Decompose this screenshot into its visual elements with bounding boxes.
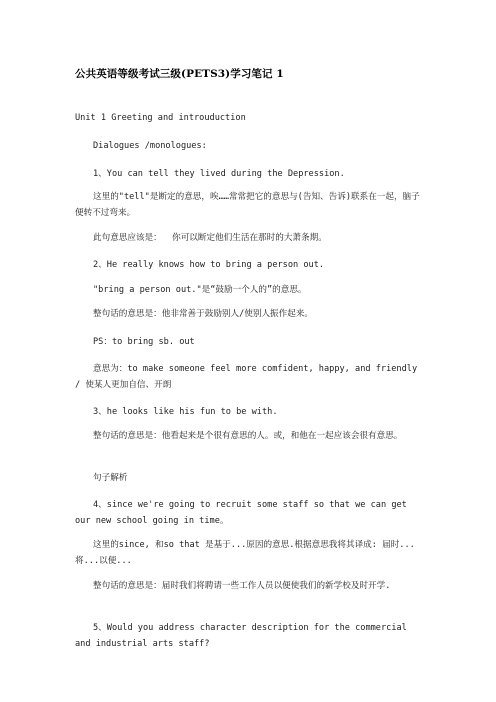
paragraph-sentence-meaning-2: 整句话的意思是：他非常善于鼓励别人/使别人振作起来。 — [93, 309, 314, 319]
paragraph-sentence-meaning-3: 整句话的意思是：他看起来是个很有意思的人。或，和他在一起应该会很有意思。 — [93, 431, 403, 441]
paragraph-sentence-meaning-1: 此句意思应该是： 你可以断定他们生活在那时的大萧条期。 — [93, 233, 327, 243]
paragraph-ps: PS：to bring sb. out — [93, 337, 195, 347]
paragraph-item-4: 4、since we're going to recruit some staff so that we can get our new school going in time。 — [75, 500, 413, 526]
paragraph-item-2: 2、He really knows how to bring a person out. — [93, 260, 325, 270]
document-title: 公共英语等级考试三级(PETS3)学习笔记 1 — [75, 68, 284, 80]
paragraph-sentence-meaning-4: 整句话的意思是：届时我们将聘请一些工作人员以便使我们的新学校及时开学. — [93, 581, 391, 591]
paragraph-bring-out-meaning: "bring a person out."是“鼓励一个人的”的意思。 — [93, 285, 307, 295]
paragraph-sentence-analysis: 句子解析 — [93, 473, 128, 483]
paragraph-dialogues: Dialogues /monologues: — [93, 141, 207, 151]
paragraph-item-1: 1、You can tell they lived during the Depression. — [93, 169, 345, 179]
paragraph-tell-explanation: 这里的"tell"是断定的意思，唉……常常把它的意思与(告知、告诉)联系在一起，脑子便转不过弯来。 — [75, 192, 420, 218]
unit-heading: Unit 1 Greeting and introuduction — [75, 113, 246, 123]
paragraph-item-5: 5、Would you address character description for the commercial and industrial arts staff? — [75, 623, 413, 649]
paragraph-ps-meaning: 意思为：to make someone feel more comfident, happy, and friendly / 使某人更加自信、开朗 — [75, 364, 423, 390]
paragraph-item-3: 3、he looks like his fun to be with. — [93, 407, 278, 417]
paragraph-since-so-that: 这里的since, 和so that 是基于...原因的意思.根据意思我将其译成: 届时...将...以便... — [75, 540, 415, 566]
